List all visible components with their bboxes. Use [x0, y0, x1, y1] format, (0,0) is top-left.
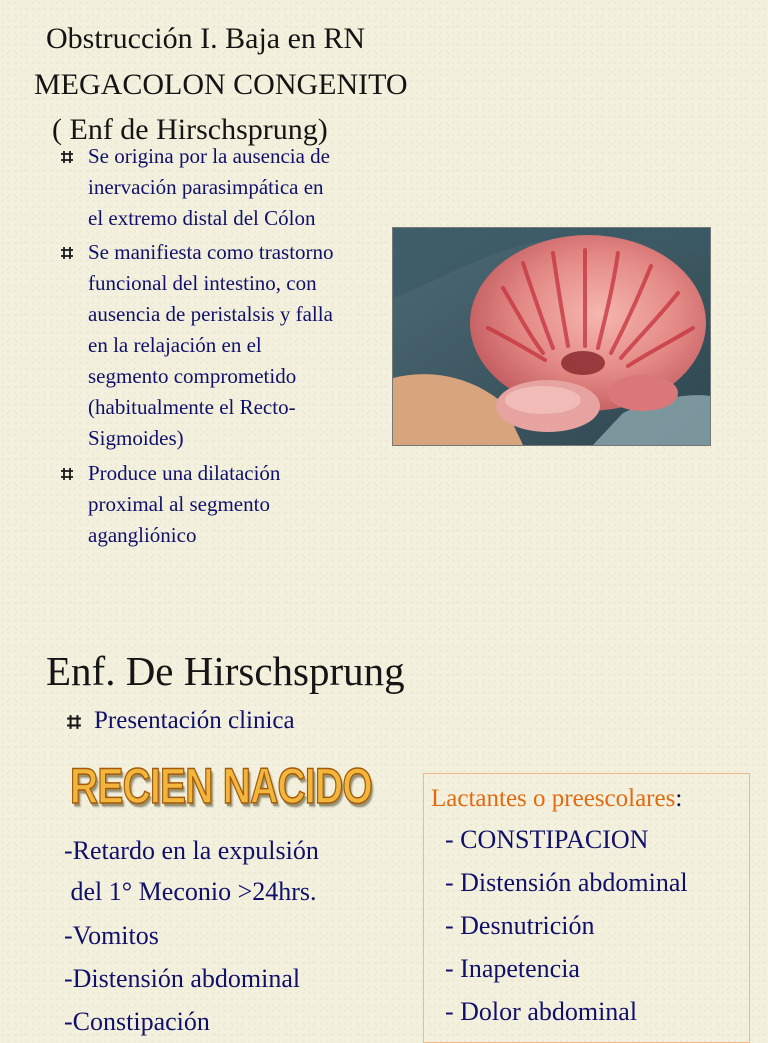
infants-sign-line: - CONSTIPACION	[445, 825, 649, 854]
slide1-bullet-2-line: funcional del intestino, con	[88, 271, 317, 295]
infants-sign-line: - Inapetencia	[445, 954, 580, 983]
slide1-bullet-3	[60, 458, 390, 551]
slide1-bullet-2-line: segmento comprometido	[88, 364, 297, 388]
newborn-sign-line: del 1° Meconio >24hrs.	[64, 877, 317, 906]
slide1-title-line-1: Obstrucción I. Baja en RN	[46, 22, 366, 55]
infants-sign-line: - Distensión abdominal	[445, 868, 688, 897]
slide1-bullet-2-line: (habitualmente el Recto-	[88, 395, 296, 419]
slide1-bullet-2-line: ausencia de peristalsis y falla	[88, 302, 333, 326]
newborn-sign-line: -Retardo en la expulsión	[64, 836, 319, 865]
slide1-bullet-2-text	[88, 237, 334, 454]
clinical-photo-image	[393, 228, 710, 445]
slide1-bullet-2	[60, 237, 390, 454]
slide2-bullet-text: Presentación clinica	[94, 707, 295, 734]
newborn-sign-line: -Distensión abdominal	[64, 964, 301, 993]
slide1-bullet-1-line: Se origina por la ausencia de	[88, 144, 330, 168]
slide1-bullet-2-line: Sigmoides)	[88, 426, 184, 450]
slide1-bullet-1-line: el extremo distal del Cólon	[88, 206, 316, 230]
infants-box-title-text: Lactantes o preescolares	[431, 785, 676, 812]
slide1-bullet-3-line: agangliónico	[88, 523, 197, 547]
hash-bullet-icon	[60, 246, 74, 260]
slide2-title: Enf. De Hirschsprung	[46, 648, 405, 694]
hash-bullet-icon	[60, 467, 74, 481]
newborn-sign-line: -Vomitos	[64, 921, 159, 950]
slide1-title-line-2: MEGACOLON CONGENITO	[34, 68, 408, 101]
slide1-bullet-2-line: en la relajación en el	[88, 333, 262, 357]
slide1-bullet-3-line: proximal al segmento	[88, 492, 270, 516]
slide1-bullet-3-line: Produce una dilatación	[88, 461, 281, 485]
infants-sign-line: - Dolor abdominal	[445, 997, 638, 1026]
recien-nacido-wordart: RECIEN NACIDO	[70, 758, 372, 814]
newborn-sign-line: -Constipación	[64, 1007, 210, 1036]
hash-bullet-icon	[60, 150, 74, 164]
hash-bullet-icon	[66, 714, 82, 730]
infants-sign-line: - Desnutrición	[445, 911, 595, 940]
slide1-bullet-3-text	[88, 458, 280, 551]
infants-box-title	[431, 784, 682, 814]
slide1-bullet-1-line: inervación parasimpática en	[88, 175, 324, 199]
infants-box-title-colon: :	[675, 785, 683, 812]
slide1-bullet-2-line: Se manifiesta como trastorno	[88, 240, 334, 264]
slide1-title-line-3: ( Enf de Hirschsprung)	[52, 113, 328, 146]
slide1-bullet-1-text	[88, 141, 330, 234]
slide1-bullet-1	[60, 141, 400, 234]
clinical-photo	[392, 227, 711, 446]
